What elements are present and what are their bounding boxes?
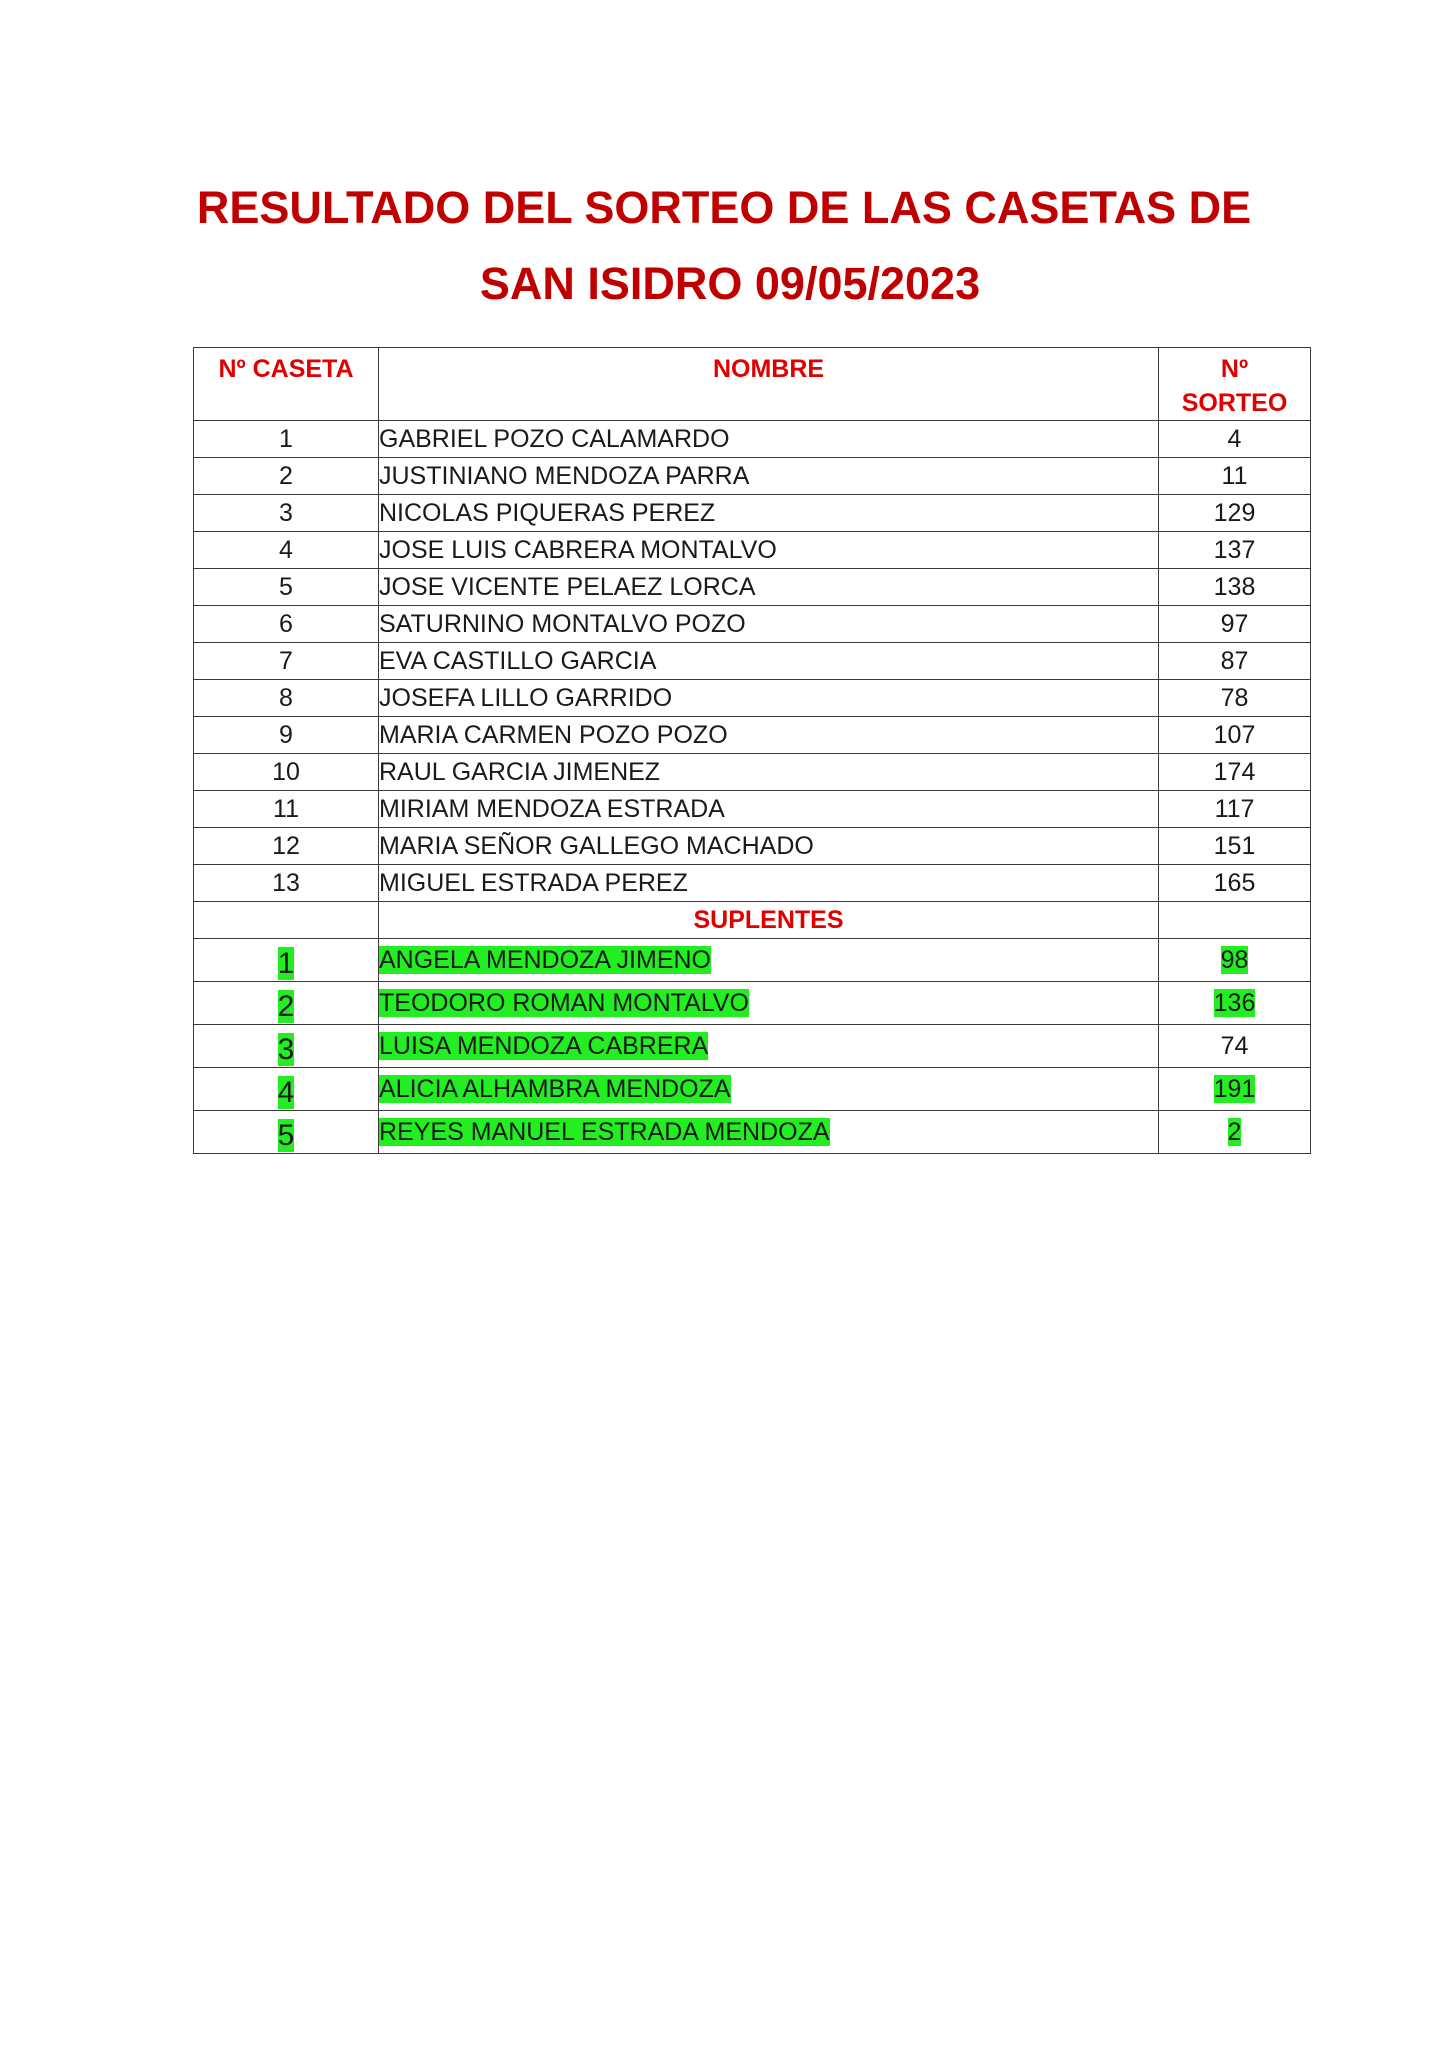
suplente-nombre-cell — [379, 1025, 1159, 1068]
suplente-row — [194, 1111, 1311, 1154]
suplente-nombre-cell — [379, 939, 1159, 982]
sorteo-cell: 87 — [1159, 643, 1311, 680]
sorteo-cell: 138 — [1159, 569, 1311, 606]
suplente-nombre-cell — [379, 1111, 1159, 1154]
suplente-sorteo-cell — [1159, 939, 1311, 982]
table-header-row — [194, 348, 1311, 421]
nombre-cell: MIRIAM MENDOZA ESTRADA — [379, 791, 1159, 828]
nombre-cell: RAUL GARCIA JIMENEZ — [379, 754, 1159, 791]
caseta-cell: 2 — [194, 458, 379, 495]
caseta-cell: 5 — [194, 569, 379, 606]
nombre-cell: EVA CASTILLO GARCIA — [379, 643, 1159, 680]
sorteo-cell: 107 — [1159, 717, 1311, 754]
nombre-cell: GABRIEL POZO CALAMARDO — [379, 421, 1159, 458]
title-line-1: RESULTADO DEL SORTEO DE LAS CASETAS DE — [196, 182, 1252, 233]
suplente-sorteo: 98 — [1220, 945, 1249, 974]
suplente-caseta: 1 — [277, 946, 295, 980]
table-row — [194, 680, 1311, 717]
nombre-cell: MARIA SEÑOR GALLEGO MACHADO — [379, 828, 1159, 865]
table-row — [194, 532, 1311, 569]
table-row — [194, 606, 1311, 643]
nombre-cell: JOSEFA LILLO GARRIDO — [379, 680, 1159, 717]
nombre-cell: JOSE LUIS CABRERA MONTALVO — [379, 532, 1159, 569]
sorteo-cell: 4 — [1159, 421, 1311, 458]
header-nombre: NOMBRE — [379, 348, 1159, 421]
table-row — [194, 495, 1311, 532]
title-line-2: SAN ISIDRO 09/05/2023 — [479, 258, 981, 309]
table-row — [194, 791, 1311, 828]
caseta-cell: 9 — [194, 717, 379, 754]
suplente-caseta: 4 — [277, 1075, 295, 1109]
header-sorteo — [1159, 348, 1311, 421]
table-row — [194, 754, 1311, 791]
suplente-sorteo-cell — [1159, 1025, 1311, 1068]
header-sorteo-line-2: SORTEO — [1181, 389, 1288, 417]
table-row — [194, 421, 1311, 458]
nombre-cell: JOSE VICENTE PELAEZ LORCA — [379, 569, 1159, 606]
suplente-sorteo-cell — [1159, 1111, 1311, 1154]
suplente-caseta: 3 — [277, 1032, 295, 1066]
suplente-sorteo-cell — [1159, 1068, 1311, 1111]
suplente-row — [194, 1025, 1311, 1068]
sorteo-cell: 151 — [1159, 828, 1311, 865]
sorteo-cell: 137 — [1159, 532, 1311, 569]
suplente-caseta-cell — [194, 1111, 379, 1154]
table-row — [194, 458, 1311, 495]
nombre-cell: JUSTINIANO MENDOZA PARRA — [379, 458, 1159, 495]
sorteo-cell: 97 — [1159, 606, 1311, 643]
table-row — [194, 569, 1311, 606]
results-table — [193, 347, 1311, 1154]
suplente-nombre: LUISA MENDOZA CABRERA — [379, 1031, 709, 1060]
table-row — [194, 717, 1311, 754]
sorteo-cell: 11 — [1159, 458, 1311, 495]
caseta-cell: 12 — [194, 828, 379, 865]
suplente-row — [194, 939, 1311, 982]
caseta-cell: 7 — [194, 643, 379, 680]
suplente-caseta: 2 — [277, 989, 295, 1023]
empty-cell — [1159, 902, 1311, 939]
suplentes-label: SUPLENTES — [379, 902, 1159, 939]
table-row — [194, 828, 1311, 865]
header-caseta: Nº CASETA — [194, 348, 379, 421]
suplente-caseta-cell — [194, 1068, 379, 1111]
suplente-row — [194, 1068, 1311, 1111]
caseta-cell: 13 — [194, 865, 379, 902]
suplente-nombre: ALICIA ALHAMBRA MENDOZA — [379, 1074, 731, 1103]
header-sorteo-line-1: Nº — [1220, 355, 1249, 383]
empty-cell — [194, 902, 379, 939]
caseta-cell: 11 — [194, 791, 379, 828]
sorteo-cell: 117 — [1159, 791, 1311, 828]
suplentes-header-row — [194, 902, 1311, 939]
table-row — [194, 865, 1311, 902]
nombre-cell: NICOLAS PIQUERAS PEREZ — [379, 495, 1159, 532]
sorteo-cell: 174 — [1159, 754, 1311, 791]
suplente-sorteo: 191 — [1213, 1074, 1256, 1103]
caseta-cell: 1 — [194, 421, 379, 458]
suplente-caseta-cell — [194, 939, 379, 982]
suplente-caseta-cell — [194, 1025, 379, 1068]
suplente-sorteo: 2 — [1227, 1117, 1242, 1146]
caseta-cell: 8 — [194, 680, 379, 717]
suplente-nombre-cell — [379, 982, 1159, 1025]
sorteo-cell: 165 — [1159, 865, 1311, 902]
suplente-sorteo: 136 — [1213, 988, 1256, 1017]
caseta-cell: 10 — [194, 754, 379, 791]
suplente-row — [194, 982, 1311, 1025]
caseta-cell: 3 — [194, 495, 379, 532]
caseta-cell: 6 — [194, 606, 379, 643]
suplente-nombre: TEODORO ROMAN MONTALVO — [379, 988, 749, 1017]
sorteo-cell: 78 — [1159, 680, 1311, 717]
caseta-cell: 4 — [194, 532, 379, 569]
suplente-nombre-cell — [379, 1068, 1159, 1111]
nombre-cell: SATURNINO MONTALVO POZO — [379, 606, 1159, 643]
document-title — [0, 170, 1448, 322]
nombre-cell: MARIA CARMEN POZO POZO — [379, 717, 1159, 754]
suplente-nombre: ANGELA MENDOZA JIMENO — [379, 945, 712, 974]
nombre-cell: MIGUEL ESTRADA PEREZ — [379, 865, 1159, 902]
suplente-sorteo: 74 — [1220, 1031, 1249, 1060]
suplente-sorteo-cell — [1159, 982, 1311, 1025]
table-row — [194, 643, 1311, 680]
suplente-caseta: 5 — [277, 1118, 295, 1152]
sorteo-cell: 129 — [1159, 495, 1311, 532]
suplente-nombre: REYES MANUEL ESTRADA MENDOZA — [379, 1117, 830, 1146]
suplente-caseta-cell — [194, 982, 379, 1025]
